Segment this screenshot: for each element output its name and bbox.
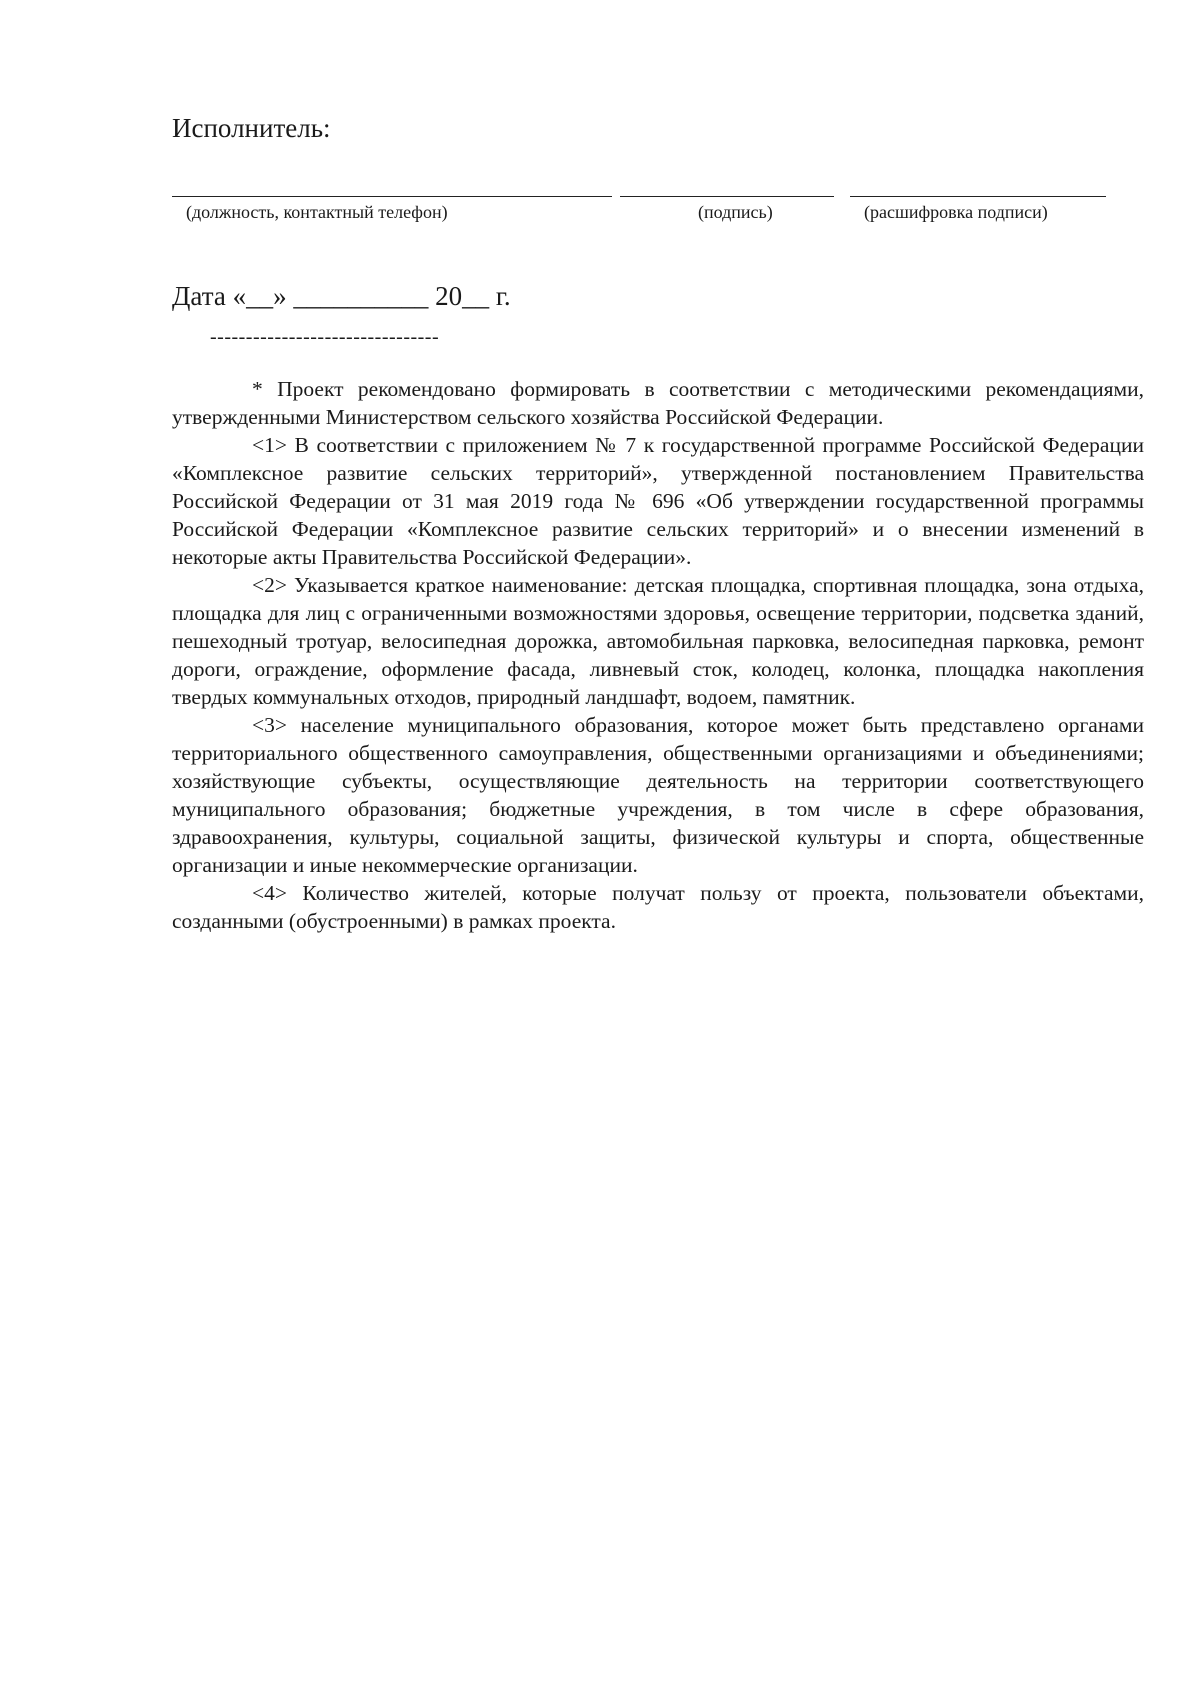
footnotes-block bbox=[172, 375, 1144, 935]
signature-caption: (подпись) bbox=[698, 202, 773, 222]
footnote-2: <2> Указывается краткое наименование: детская площадка, спортивная площадка, зона отдыха, площадка для лиц с ограниченными возможностями здоровья, освещение территории, подсветка зданий, пешеходный тротуар, велосипедная дорожка, автомобильная парковка, велосипедная парковка, ремонт дороги, ограждение, оформление фасада, ливневый сток, колодец, колонка, площадка накопления твердых коммунальных отходов, природный ландшафт, водоем, памятник. bbox=[172, 573, 1144, 709]
footnote-1: <1> В соответствии с приложением № 7 к государственной программе Российской Федерации «Комплексное развитие сельских территорий», утвержденной постановлением Правительства Российской Федерации от 31 мая 2019 года № 696 «Об утверждении государственной программы Российской Федерации «Комплексное развитие сельских территорий» и о внесении изменений в некоторые акты Правительства Российской Федерации». bbox=[172, 433, 1144, 569]
position-caption: (должность, контактный телефон) bbox=[186, 202, 448, 222]
decoding-caption: (расшифровка подписи) bbox=[864, 202, 1048, 222]
date-field: Дата «__» __________ 20__ г. bbox=[172, 281, 511, 311]
footnote-separator: -------------------------------- bbox=[210, 326, 440, 348]
footnote-3: <3> население муниципального образования, которое может быть представлено органами территориального общественного самоуправления, общественными организациями и объединениями; хозяйствующие субъекты, осуществляющие деятельность на территории соответствующего муниципального образования; бюджетные учреждения, в том числе в сфере образования, здравоохранения, культуры, социальной защиты, физической культуры и спорта, общественные организации и иные некоммерческие организации. bbox=[172, 713, 1144, 877]
footnote-asterisk: * Проект рекомендовано формировать в соответствии с методическими рекомендациями, утвержденными Министерством сельского хозяйства Российской Федерации. bbox=[172, 377, 1144, 429]
signature-decoding-line bbox=[850, 196, 1106, 197]
executor-heading: Исполнитель: bbox=[172, 113, 331, 143]
footnote-4: <4> Количество жителей, которые получат пользу от проекта, пользователи объектами, созданными (обустроенными) в рамках проекта. bbox=[172, 881, 1144, 933]
signature-line bbox=[620, 196, 834, 197]
position-signature-line bbox=[172, 196, 612, 197]
